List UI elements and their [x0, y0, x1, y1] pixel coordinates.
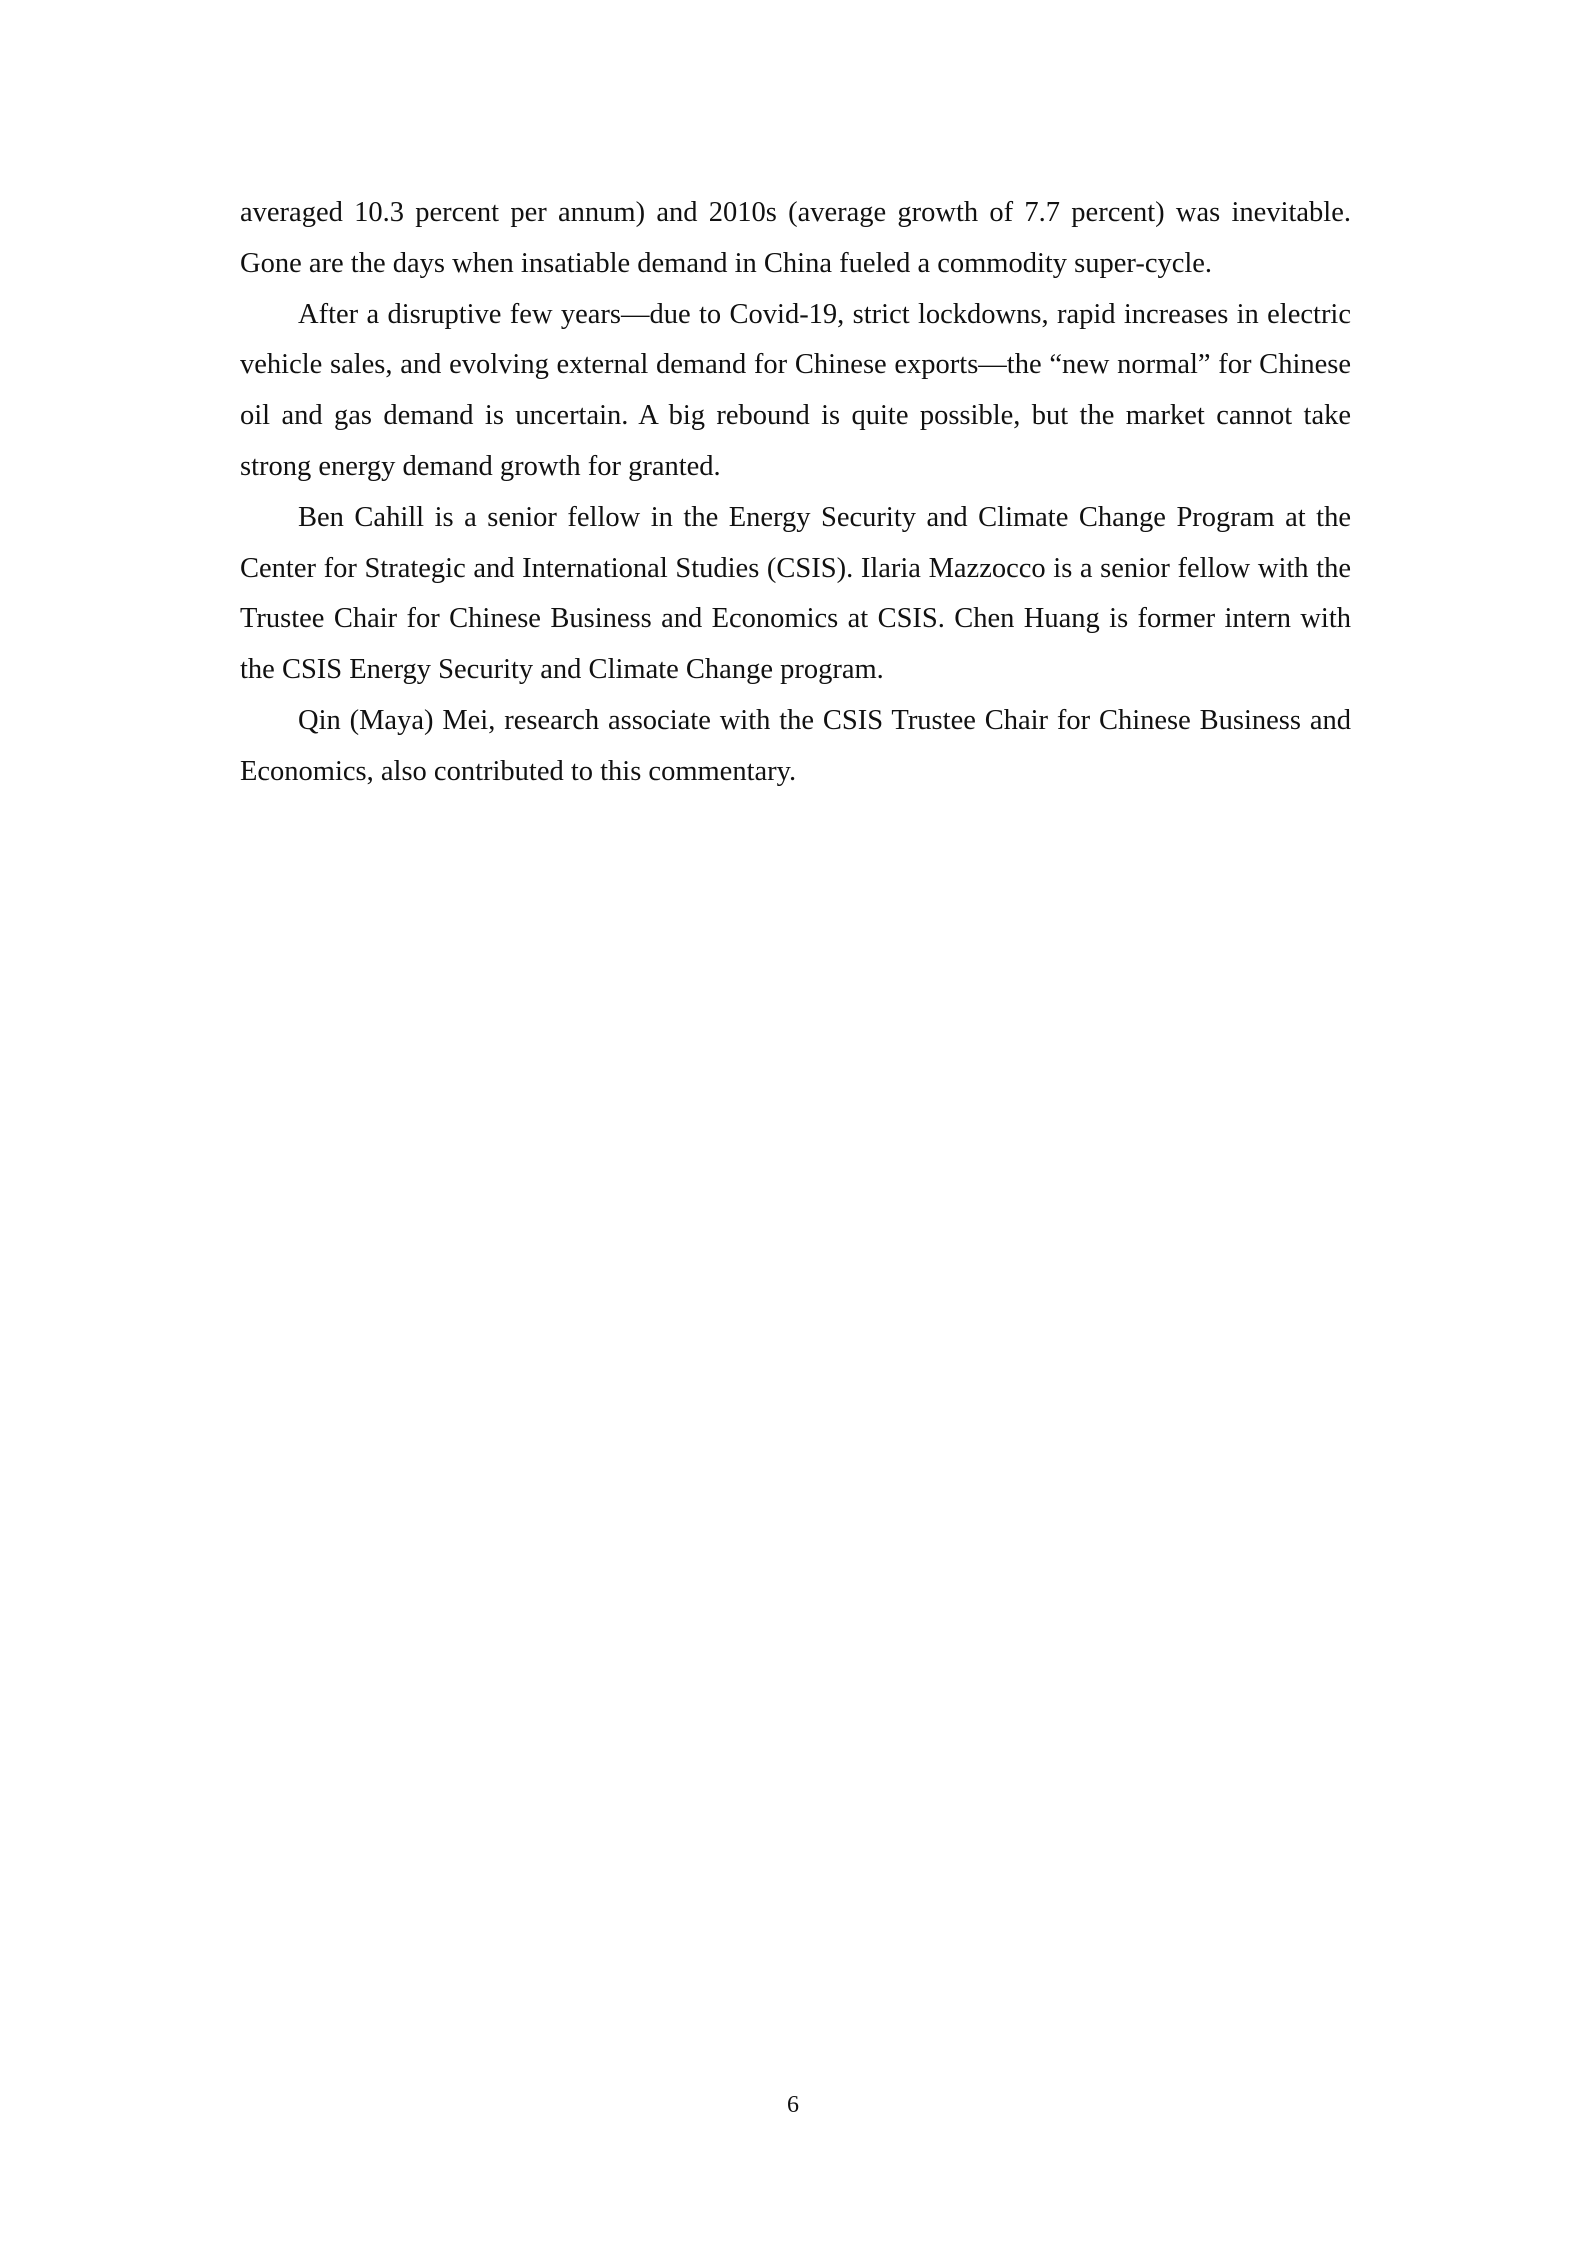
body-text	[240, 188, 1351, 798]
paragraph-author-bios: Ben Cahill is a senior fellow in the Energy Security and Climate Change Program at the Center for Strategic and International Studies (CSIS). Ilaria Mazzocco is a senior fellow with the Trustee Chair for Chinese Business and Economics at CSIS. Chen Huang is former intern with the CSIS Energy Security and Climate Change program.	[240, 501, 1351, 686]
paragraph-continuation: averaged 10.3 percent per annum) and 2010s (average growth of 7.7 percent) was inevitable. Gone are the days when insatiable demand in China fueled a commodity super-cycle.	[240, 197, 1351, 279]
page-number: 6	[787, 2092, 799, 2118]
paragraph-new-normal: After a disruptive few years—due to Covid-19, strict lockdowns, rapid increases in electric vehicle sales, and evolving external demand for Chinese exports—the “new normal” for Chinese oil and gas demand is uncertain. A big rebound is quite possible, but the market cannot take strong energy demand growth for granted.	[240, 298, 1351, 482]
paragraph-contributor-note: Qin (Maya) Mei, research associate with the CSIS Trustee Chair for Chinese Business and Economics, also contributed to this commentary.	[240, 704, 1351, 787]
